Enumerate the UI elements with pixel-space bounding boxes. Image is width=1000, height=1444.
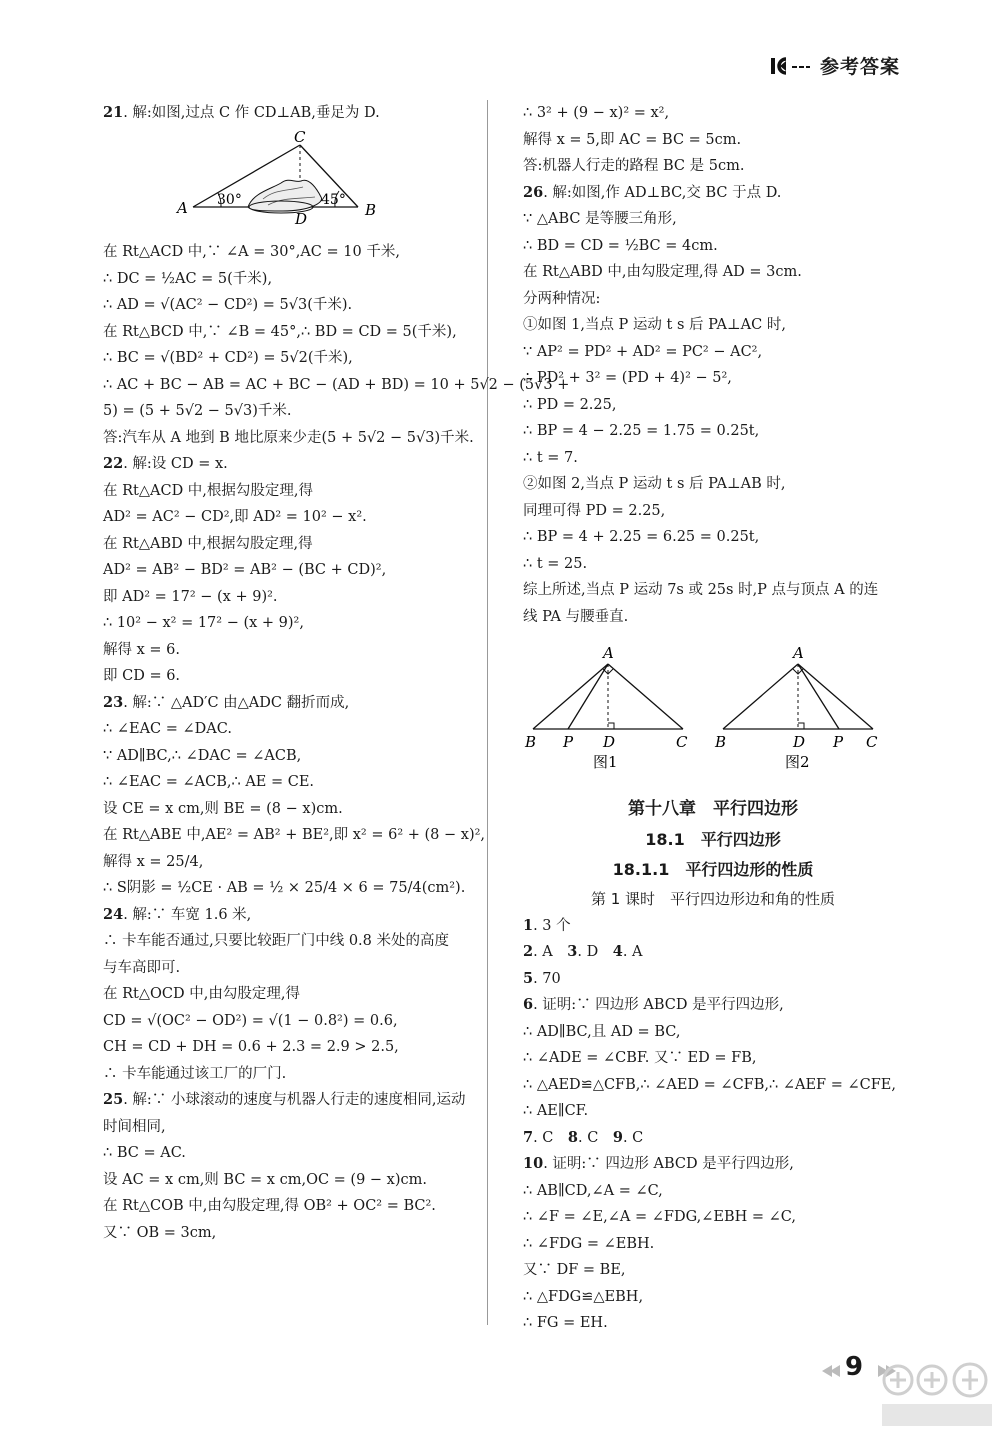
- line-text: CH = CD + DH = 0.6 + 2.3 = 2.9 > 2.5,: [103, 1039, 399, 1055]
- solution-line: [523, 551, 903, 578]
- solution-line: [103, 849, 478, 876]
- solution-line: [103, 875, 478, 902]
- line-text: . C: [578, 1129, 613, 1146]
- solution-line: [523, 206, 903, 233]
- line-text: ∴ S阴影 = ½CE · AB = ½ × 25/4 × 6 = 75/4(cm²).: [103, 880, 466, 896]
- line-text: 又∵ OB = 3cm,: [103, 1224, 217, 1241]
- answer-line: [523, 1204, 903, 1231]
- line-text: . 证明:∵ 四边形 ABCD 是平行四边形,: [543, 1156, 794, 1172]
- solution-line: [103, 955, 478, 982]
- line-text: . A: [622, 944, 643, 960]
- line-text: ∴ AB∥CD,∠A = ∠C,: [523, 1182, 663, 1199]
- figure-label: A: [603, 644, 614, 662]
- solution-line: [103, 1193, 478, 1220]
- solution-line: [523, 604, 903, 631]
- answer-line: [523, 1072, 903, 1099]
- item-number: 3: [567, 943, 578, 960]
- line-text: ∴ PD² + 3² = (PD + 4)² − 5²,: [523, 370, 732, 386]
- figure-label: D: [295, 209, 308, 226]
- line-text: ∴ ∠FDG = ∠EBH.: [523, 1235, 655, 1252]
- solution-line: [523, 577, 903, 604]
- line-text: 5) = (5 + 5√2 − 5√3)千米.: [103, 403, 292, 419]
- answer-line: [523, 1098, 903, 1125]
- line-text: 在 Rt△ACD 中,根据勾股定理,得: [103, 482, 314, 499]
- line-text: ∴ t = 7.: [523, 449, 578, 466]
- item-number: 1: [523, 916, 534, 934]
- line-text: ∴ BC = √(BD² + CD²) = 5√2(千米),: [103, 350, 353, 366]
- solution-line: [103, 557, 478, 584]
- solution-line: [103, 796, 478, 823]
- solution-line: [103, 637, 478, 664]
- line-text: AD² = AB² − BD² = AB² − (BC + CD)²,: [103, 562, 387, 578]
- page-number: 9: [845, 1352, 864, 1382]
- line-text: . 解:∵ 车宽 1.6 米,: [123, 906, 252, 923]
- chapter-title: 第十八章 平行四边形: [628, 798, 798, 819]
- line-text: 在 Rt△COB 中,由勾股定理,得 OB² + OC² = BC².: [103, 1198, 436, 1214]
- item-number: 8: [567, 1128, 579, 1146]
- answer-line: [523, 1019, 903, 1046]
- question-24: [103, 902, 478, 929]
- column-divider: [487, 100, 488, 1325]
- line-text: ∵ AP² = PD² + AD² = PC² − AC²,: [523, 343, 763, 360]
- solution-line: [523, 100, 903, 127]
- item-number: 23: [103, 693, 124, 711]
- solution-line: [103, 822, 486, 849]
- line-text: ∴ PD = 2.25,: [523, 396, 617, 413]
- solution-line: [103, 716, 478, 743]
- solution-line: [103, 1008, 478, 1035]
- line-text: AD² = AC² − CD²,即 AD² = 10² − x².: [103, 509, 367, 525]
- line-text: ∴ 卡车能否通过,只要比较距厂门中线 0.8 米处的高度: [103, 933, 449, 949]
- answer-line: [523, 1310, 903, 1337]
- item-number: 6: [523, 996, 534, 1013]
- line-text: 解得 x = 6.: [103, 641, 180, 658]
- watermark-logo-icon: [880, 1358, 995, 1430]
- figure-label: C: [294, 130, 306, 146]
- solution-line: [103, 266, 478, 293]
- solution-line: [523, 418, 903, 445]
- lesson-title: 第 1 课时 平行四边形边和角的性质: [590, 889, 836, 908]
- line-text: . 解:∵ 小球滚动的速度与机器人行走的速度相同,运动: [123, 1092, 466, 1108]
- question-26: [523, 180, 903, 207]
- answer-6: [523, 992, 903, 1019]
- answer-7: [523, 1125, 903, 1152]
- item-number: 7: [523, 1128, 534, 1146]
- line-text: 与车高即可.: [103, 959, 181, 976]
- solution-line: [103, 425, 478, 452]
- line-text: . 解:如图,作 AD⊥BC,交 BC 于点 D.: [543, 184, 782, 201]
- line-text: ∴ BP = 4 − 2.25 = 1.75 = 0.25t,: [523, 423, 760, 439]
- item-number: 26: [523, 183, 544, 201]
- solution-line: [103, 398, 478, 425]
- line-text: ∴ 3² + (9 − x)² = x²,: [523, 105, 670, 121]
- line-text: 解得 x = 25/4,: [103, 853, 204, 870]
- line-text: ∴ BD = CD = ½BC = 4cm.: [523, 237, 718, 254]
- line-text: ∴ AC + BC − AB = AC + BC − (AD + BD) = 10 + 5√2 − (5√3 +: [103, 376, 570, 393]
- line-text: . A: [533, 944, 568, 960]
- line-text: 线 PA 与腰垂直.: [523, 608, 629, 625]
- figure-label: P: [563, 733, 574, 751]
- header-title: 参考答案: [819, 56, 900, 78]
- line-text: 同理可得 PD = 2.25,: [523, 502, 666, 519]
- solution-line: [103, 478, 478, 505]
- line-text: ∴ ∠EAC = ∠ACB,∴ AE = CE.: [103, 774, 315, 790]
- line-text: . D: [577, 944, 613, 960]
- solution-line: [103, 319, 478, 346]
- item-number: 21: [103, 104, 124, 121]
- line-text: ∴ FG = EH.: [523, 1315, 608, 1331]
- figure-label: C: [676, 733, 688, 751]
- item-number: 10: [523, 1155, 544, 1172]
- solution-line: [523, 339, 903, 366]
- line-text: ∵ AD∥BC,∴ ∠DAC = ∠ACB,: [103, 747, 302, 764]
- line-text: ∴ 卡车能通过该工厂的厂门.: [103, 1065, 287, 1082]
- line-text: ∴ △AED≌△CFB,∴ ∠AED = ∠CFB,∴ ∠AEF = ∠CFE,: [523, 1076, 896, 1093]
- line-text: 设 CE = x cm,则 BE = (8 − x)cm.: [103, 800, 343, 817]
- solution-line: [103, 981, 478, 1008]
- line-text: . 证明:∵ 四边形 ABCD 是平行四边形,: [533, 997, 784, 1013]
- line-text: ∴ ∠F = ∠E,∠A = ∠FDG,∠EBH = ∠C,: [523, 1209, 796, 1225]
- line-text: . C: [622, 1129, 644, 1146]
- solution-line: [523, 233, 903, 260]
- solution-line: [103, 345, 478, 372]
- answer-line: [523, 1231, 903, 1258]
- item-number: 2: [523, 943, 534, 960]
- answer-line: [523, 1045, 903, 1072]
- line-text: . 70: [533, 970, 561, 987]
- figure-label: 图2: [785, 753, 810, 769]
- question-22: [103, 451, 478, 478]
- line-text: ∴ ∠ADE = ∠CBF. 又∵ ED = FB,: [523, 1050, 757, 1066]
- figure-label: A: [793, 644, 804, 662]
- line-text: ②如图 2,当点 P 运动 t s 后 PA⊥AB 时,: [523, 476, 786, 492]
- page-header: [770, 52, 900, 79]
- solution-line: [103, 372, 570, 399]
- solution-line: [103, 292, 478, 319]
- figure-1: [524, 644, 688, 769]
- figure-label: C: [866, 733, 878, 751]
- line-text: 在 Rt△ACD 中,∵ ∠A = 30°,AC = 10 千米,: [103, 244, 400, 260]
- answer-10: [523, 1151, 903, 1178]
- line-text: ∴ AD = √(AC² − CD²) = 5√3(千米).: [103, 297, 353, 313]
- answer-line: [523, 1178, 903, 1205]
- solution-line: [103, 928, 478, 955]
- item-number: 22: [103, 455, 124, 472]
- solution-line: [103, 610, 478, 637]
- line-text: 答:汽车从 A 地到 B 地比原来少走(5 + 5√2 − 5√3)千米.: [103, 429, 474, 446]
- solution-line: [523, 259, 903, 286]
- line-text: . C: [533, 1129, 568, 1146]
- line-text: ∴ AD∥BC,且 AD = BC,: [523, 1023, 681, 1040]
- answer-line: [523, 1257, 903, 1284]
- line-text: ∴ ∠EAC = ∠DAC.: [103, 721, 232, 737]
- solution-line: [103, 1167, 478, 1194]
- solution-line: [523, 445, 903, 472]
- question-23: [103, 690, 478, 717]
- line-text: 在 Rt△ABD 中,由勾股定理,得 AD = 3cm.: [523, 264, 802, 280]
- figure-label: B: [365, 200, 377, 219]
- solution-line: [103, 663, 478, 690]
- solution-line: [103, 769, 478, 796]
- figure-label: B: [715, 733, 727, 751]
- solution-line: [523, 286, 903, 313]
- figure-label: A: [177, 198, 188, 217]
- solution-line: [103, 1220, 478, 1247]
- line-text: 分两种情况:: [523, 290, 601, 307]
- line-text: 时间相同,: [103, 1118, 166, 1135]
- solution-line: [523, 312, 903, 339]
- solution-line: [103, 239, 478, 266]
- line-text: . 解:如图,过点 C 作 CD⊥AB,垂足为 D.: [123, 105, 380, 121]
- figure-21: [103, 131, 478, 236]
- brand-logo-icon: [770, 55, 812, 77]
- line-text: 设 AC = x cm,则 BC = x cm,OC = (9 − x)cm.: [103, 1171, 427, 1188]
- line-text: ∴ BP = 4 + 2.25 = 6.25 = 0.25t,: [523, 529, 760, 545]
- solution-line: [523, 153, 903, 180]
- solution-line: [103, 584, 478, 611]
- item-number: 24: [103, 905, 124, 923]
- line-text: 答:机器人行走的路程 BC 是 5cm.: [523, 158, 745, 174]
- figure-label: 图1: [593, 753, 618, 769]
- solution-line: [103, 1140, 478, 1167]
- line-text: ∵ △ABC 是等腰三角形,: [523, 211, 677, 227]
- line-text: 又∵ DF = BE,: [523, 1262, 626, 1278]
- line-text: CD = √(OC² − OD²) = √(1 − 0.8²) = 0.6,: [103, 1012, 398, 1029]
- figure-label: D: [603, 733, 616, 751]
- line-text: . 解:设 CD = x.: [123, 456, 228, 472]
- line-text: ∴ DC = ½AC = 5(千米),: [103, 270, 273, 287]
- line-text: 即 AD² = 17² − (x + 9)².: [103, 588, 278, 605]
- question-21: [103, 100, 478, 127]
- line-text: 在 Rt△ABE 中,AE² = AB² + BE²,即 x² = 6² + (8 − x)²,: [103, 827, 486, 843]
- solution-line: [523, 127, 903, 154]
- line-text: 综上所述,当点 P 运动 7s 或 25s 时,P 点与顶点 A 的连: [523, 582, 879, 598]
- line-text: . 解:∵ △AD′C 由△ADC 翻折而成,: [123, 694, 350, 711]
- line-text: 在 Rt△OCD 中,由勾股定理,得: [103, 986, 300, 1002]
- line-text: . 3 个: [533, 917, 571, 934]
- right-column: [523, 100, 903, 1337]
- subsection-title: 18.1.1 平行四边形的性质: [612, 859, 814, 879]
- solution-line: [103, 531, 478, 558]
- line-text: 解得 x = 5,即 AC = BC = 5cm.: [523, 131, 742, 148]
- solution-line: [523, 498, 903, 525]
- figure-label: 30°: [217, 191, 242, 208]
- item-number: 25: [103, 1091, 124, 1108]
- line-text: ∴ 10² − x² = 17² − (x + 9)²,: [103, 615, 304, 631]
- solution-line: [523, 392, 903, 419]
- solution-line: [103, 1034, 478, 1061]
- item-number: 9: [612, 1128, 623, 1146]
- answer-2: [523, 939, 903, 966]
- line-text: ∴ BC = AC.: [103, 1145, 186, 1161]
- solution-line: [103, 504, 478, 531]
- solution-line: [103, 1114, 478, 1141]
- line-text: ∴ t = 25.: [523, 555, 588, 572]
- line-text: ∴ AE∥CF.: [523, 1103, 589, 1119]
- section-title: 18.1 平行四边形: [645, 829, 781, 849]
- answer-line: [523, 1284, 903, 1311]
- line-text: 即 CD = 6.: [103, 668, 181, 684]
- figure-label: P: [833, 733, 844, 751]
- figure-label: B: [525, 733, 537, 751]
- figure-label: D: [793, 733, 806, 751]
- solution-line: [523, 524, 903, 551]
- line-text: ①如图 1,当点 P 运动 t s 后 PA⊥AC 时,: [523, 317, 786, 333]
- solution-line: [523, 365, 903, 392]
- figure-26: [523, 634, 903, 779]
- figure-2: [714, 644, 878, 769]
- answer-1: [523, 913, 903, 940]
- solution-line: [103, 1061, 478, 1088]
- answer-5: [523, 966, 903, 993]
- line-text: 在 Rt△ABD 中,根据勾股定理,得: [103, 535, 313, 552]
- line-text: ∴ △FDG≌△EBH,: [523, 1288, 644, 1305]
- line-text: 在 Rt△BCD 中,∵ ∠B = 45°,∴ BD = CD = 5(千米),: [103, 323, 457, 340]
- solution-line: [523, 471, 903, 498]
- solution-line: [103, 743, 478, 770]
- figure-label: 45°: [321, 191, 346, 208]
- item-number: 5: [523, 969, 534, 987]
- question-25: [103, 1087, 478, 1114]
- item-number: 4: [612, 943, 623, 960]
